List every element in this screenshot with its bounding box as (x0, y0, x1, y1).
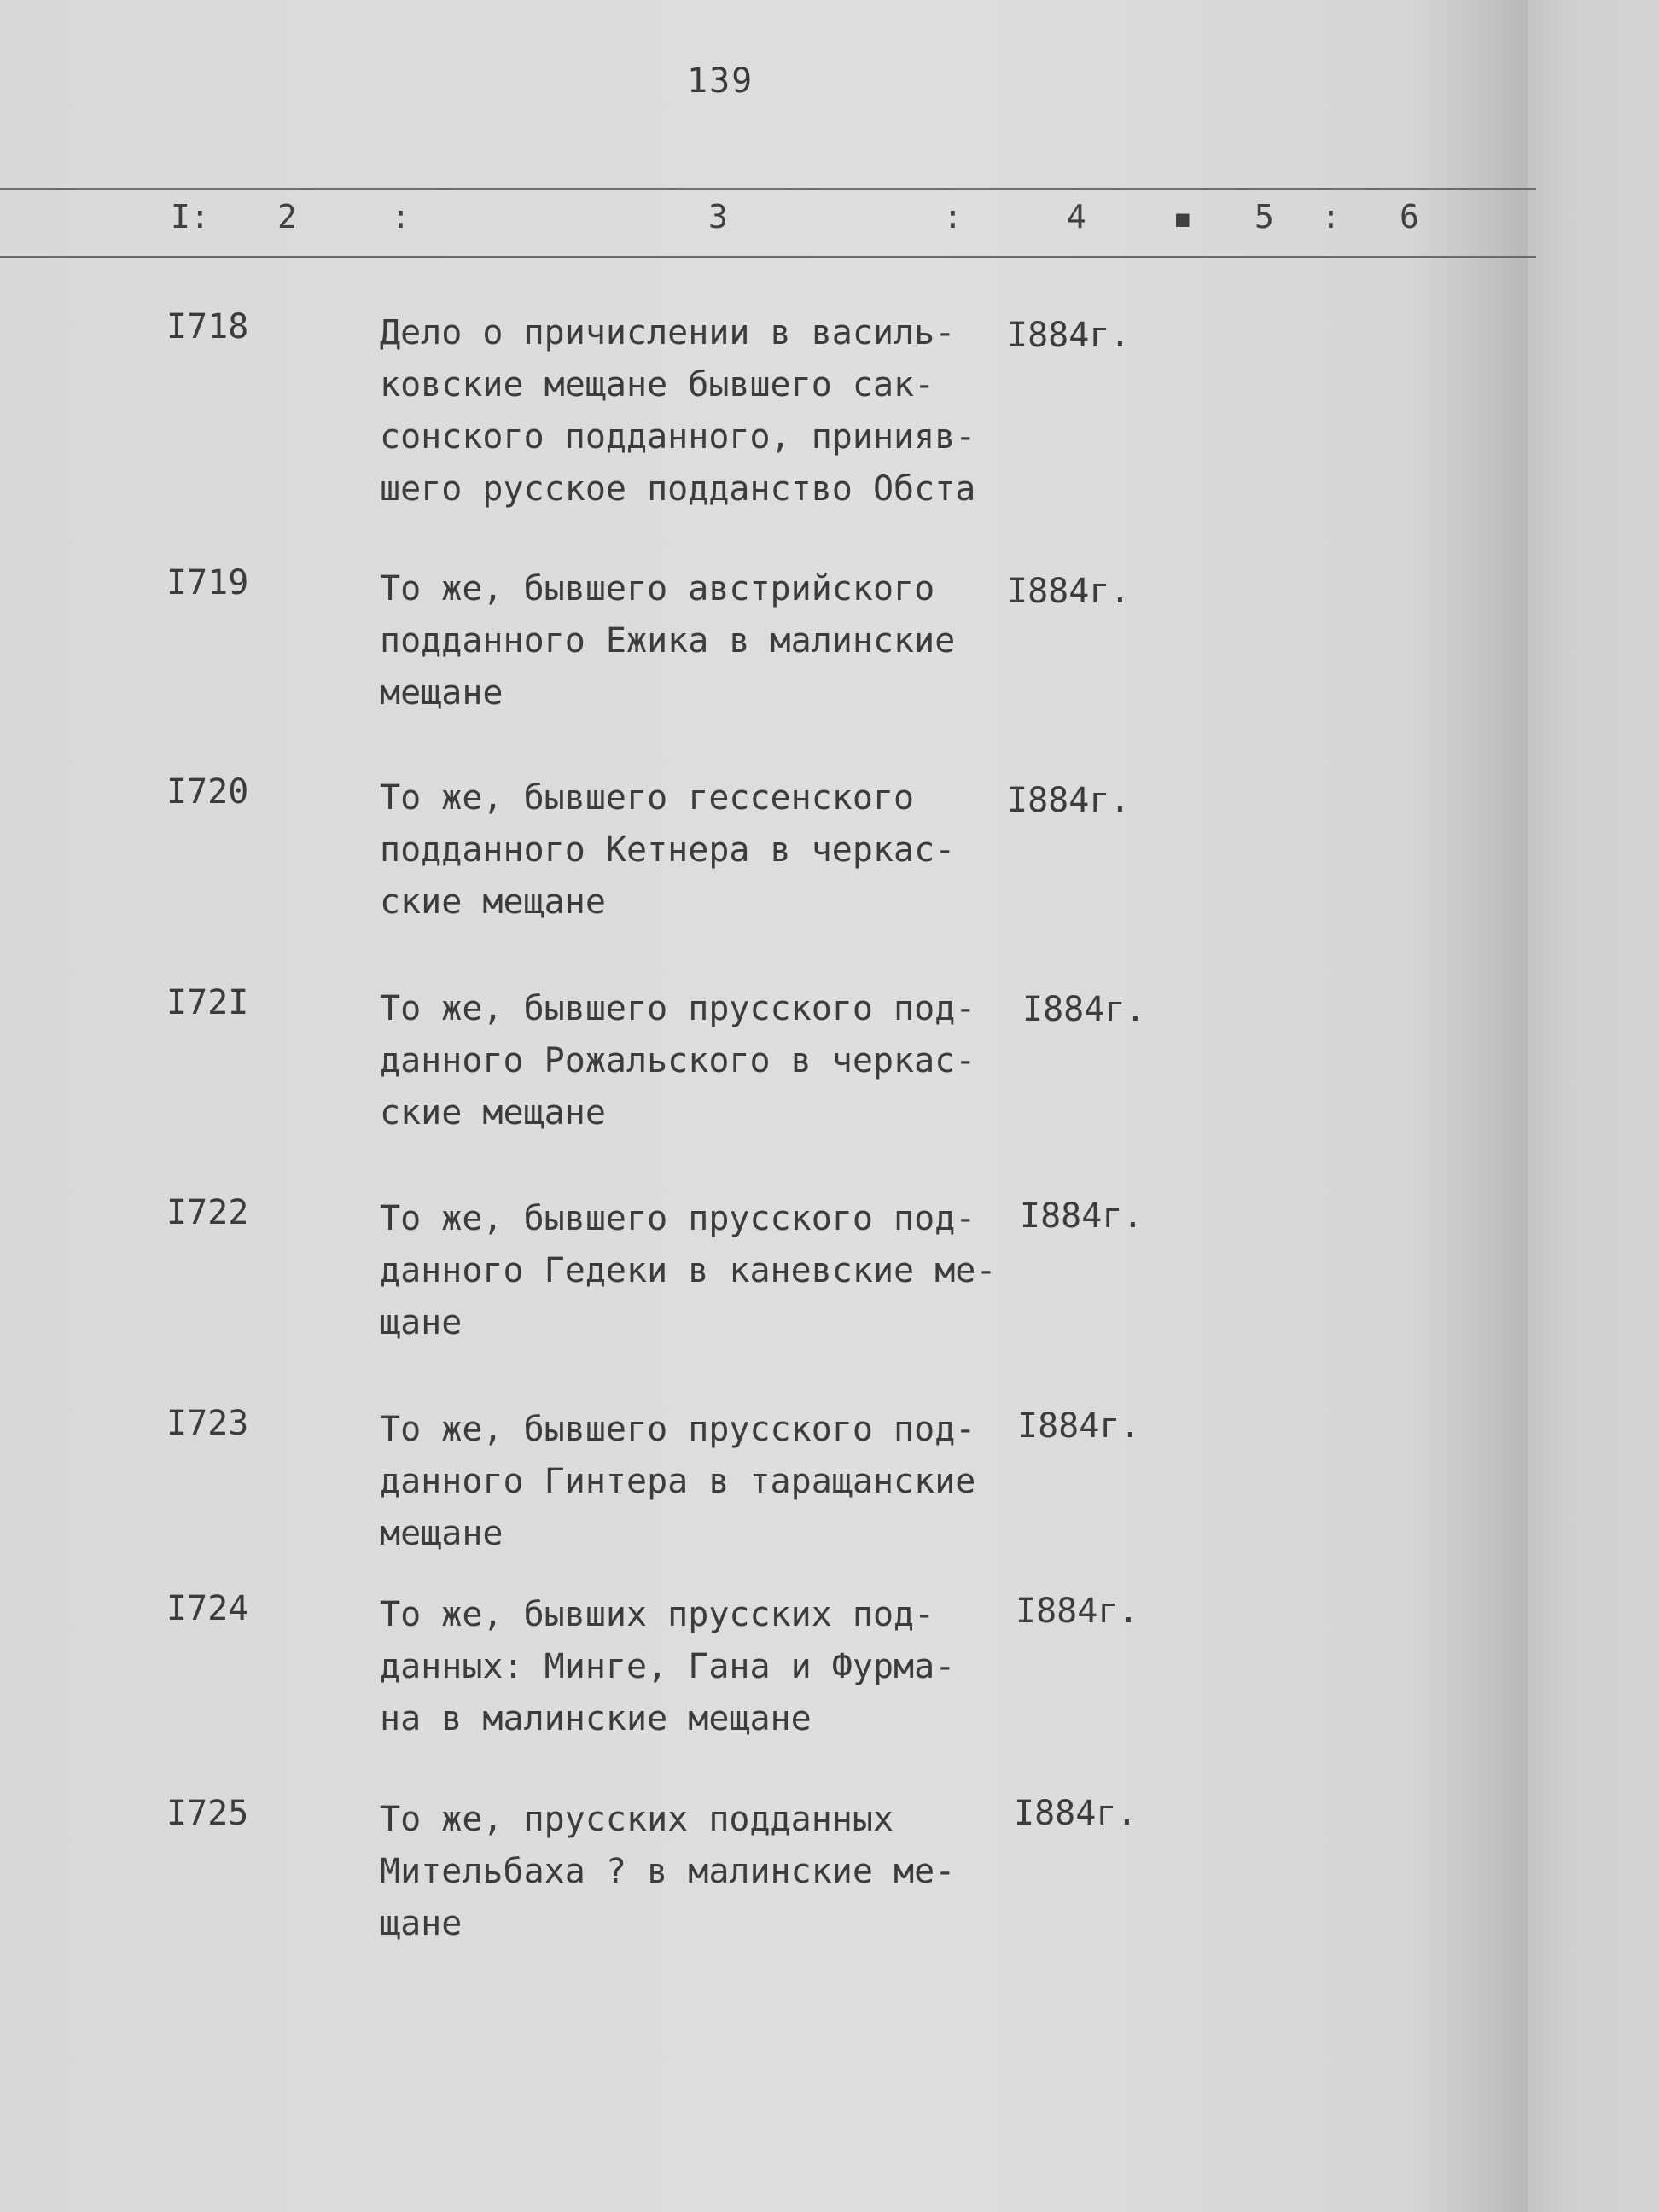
column-separator: : (391, 198, 410, 236)
column-1-header: I: (171, 198, 210, 236)
header-rule-top (0, 188, 1536, 190)
column-separator: ■ (1176, 207, 1190, 232)
column-separator: : (1321, 198, 1341, 236)
column-6-header: 6 (1400, 198, 1419, 236)
header-rule-bottom (0, 256, 1536, 258)
entry-year: I884г. (1014, 1794, 1138, 1833)
entry-description: То же, бывшего гессенского подданного Кетнера в черкас- ские мещане (380, 778, 956, 922)
entry-description: То же, бывшего австрийского подданного Ежика в малинские мещане (380, 569, 956, 713)
entry-year: I884г. (1020, 1196, 1144, 1236)
entry-description: То же, прусских подданных Мительбаха ? в малинские ме- щане (380, 1800, 956, 1943)
column-3-header: 3 (708, 198, 728, 236)
page-edge-shadow (1528, 0, 1659, 2212)
entry-year: I884г. (1007, 572, 1131, 611)
entry-description: То же, бывшего прусского под- данного Гедеки в каневские ме- щане (380, 1199, 997, 1342)
entry-number: I724 (166, 1589, 249, 1628)
entry-number: I720 (166, 772, 249, 812)
entry-year: I884г. (1022, 990, 1146, 1029)
entry-number: I723 (166, 1404, 249, 1443)
column-separator: : (943, 198, 963, 236)
entry-number: I725 (166, 1794, 249, 1833)
entry-number: I718 (166, 307, 249, 346)
entry-number: I72I (166, 983, 249, 1022)
entry-number: I722 (166, 1193, 249, 1232)
page-number: 139 (687, 61, 754, 101)
entry-description: Дело о причислении в василь- ковские мещане бывшего сак- сонского подданного, принияв- шего русское подданство Обста (380, 313, 976, 509)
column-5-header: 5 (1254, 198, 1274, 236)
entry-year: I884г. (1007, 781, 1131, 820)
entry-number: I719 (166, 563, 249, 602)
column-2-header: 2 (277, 198, 297, 236)
entry-year: I884г. (1016, 1592, 1139, 1631)
entry-year: I884г. (1017, 1406, 1141, 1446)
entry-description: То же, бывшего прусского под- данного Гинтера в таращанские мещане (380, 1410, 976, 1553)
entry-year: I884г. (1007, 316, 1131, 355)
column-4-header: 4 (1067, 198, 1086, 236)
entry-description: То же, бывших прусских под- данных: Минге, Гана и Фурма- на в малинские мещане (380, 1595, 956, 1738)
entry-description: То же, бывшего прусского под- данного Рожальского в черкас- ские мещане (380, 989, 976, 1132)
